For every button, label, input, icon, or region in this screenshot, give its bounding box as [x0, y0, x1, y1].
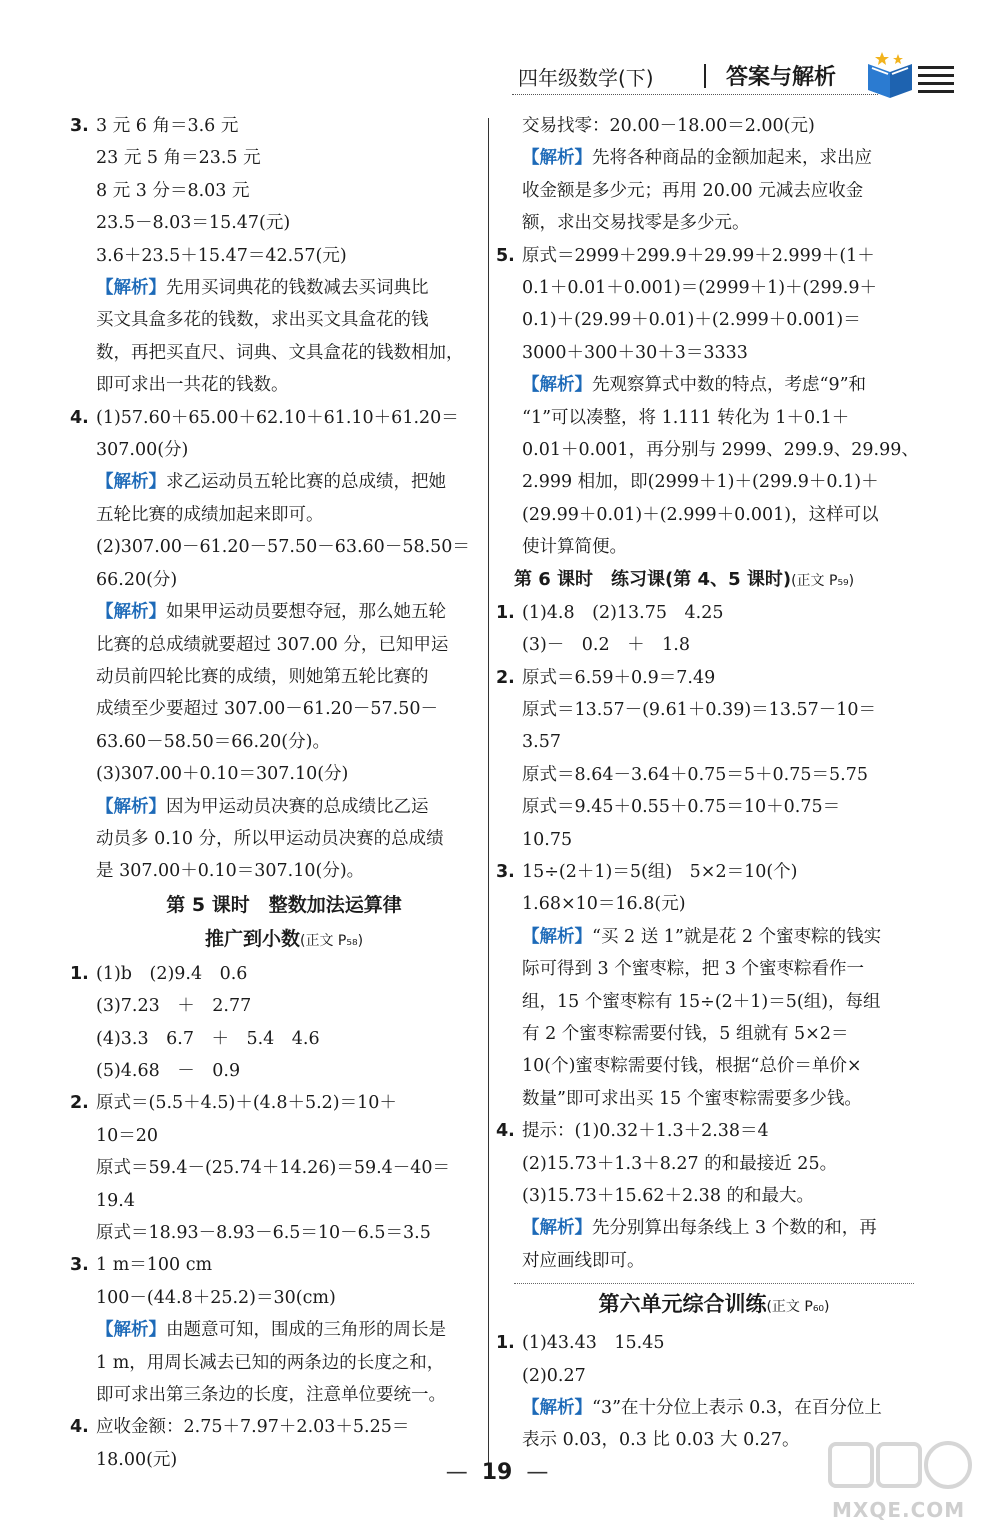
lesson-6-title — [514, 564, 914, 597]
answer-line — [88, 1152, 480, 1184]
l5-answer-3 — [70, 1249, 480, 1314]
analysis-text: 0.01＋0.001，再分别与 2999、299.9、29.99、 — [522, 440, 919, 461]
analysis-text: “3”在十分位上表示 0.3，在百分位上 — [592, 1398, 882, 1419]
answer-line — [88, 1282, 480, 1314]
analysis-text: 数，再把买直尺、词典、文具盒花的钱数相加， — [96, 342, 464, 363]
analysis-text: 表示 0.03，0.3 比 0.03 大 0.27。 — [522, 1430, 800, 1451]
lesson-5-subtitle — [88, 922, 480, 958]
analysis-line — [88, 791, 480, 823]
question-number: 1. — [496, 602, 515, 623]
l5-answer-4-continued — [514, 110, 914, 142]
answer-line — [514, 824, 914, 856]
analysis-line — [514, 1083, 914, 1115]
column-divider — [488, 118, 489, 1463]
answer-text: 23.5－8.03＝15.47(元) — [96, 213, 291, 234]
answer-line — [88, 1120, 480, 1152]
answer-line — [514, 337, 914, 369]
answer-line — [70, 402, 480, 434]
answer-text: 307.00(分) — [96, 440, 189, 461]
analysis-line — [88, 1379, 480, 1411]
answer-line — [88, 1217, 480, 1249]
answer-text: (4)3.3 6.7 ＋ 5.4 4.6 — [96, 1028, 320, 1049]
answer-text: 3 元 6 角＝3.6 元 — [96, 116, 239, 136]
answer-text: 66.20(分) — [96, 569, 178, 590]
watermark-text: MXQE.COM — [832, 1498, 966, 1522]
answer-line — [88, 142, 480, 174]
analysis-text: 因为甲运动员决赛的总成绩比乙运 — [166, 796, 429, 817]
analysis-tag: 【解析】 — [96, 1320, 166, 1341]
footer-dash-left: — — [445, 1460, 468, 1485]
analysis-text: 组，15 个蜜枣粽有 15÷(2＋1)＝5(组)，每组 — [522, 991, 881, 1012]
answer-line — [514, 110, 914, 142]
answer-line — [514, 1360, 914, 1392]
analysis-line — [514, 207, 914, 239]
analysis-text: 由题意可知，围成的三角形的周长是 — [166, 1320, 446, 1341]
answer-line — [70, 1087, 480, 1119]
question-number: 2. — [496, 667, 515, 688]
answer-line — [514, 888, 914, 920]
u6-answer-1 — [496, 1327, 914, 1392]
analysis-line — [514, 921, 914, 953]
analysis-line — [514, 142, 914, 174]
analysis-line — [88, 855, 480, 887]
answer-line — [70, 110, 480, 142]
analysis-line — [514, 466, 914, 498]
answer-line — [88, 175, 480, 207]
analysis-text: 收金额是多少元；再用 20.00 元减去应收金 — [522, 180, 864, 201]
answer-text: 23 元 5 角＝23.5 元 — [96, 148, 261, 169]
answer-line — [70, 1411, 480, 1443]
analysis-text: 额，求出交易找零是多少元。 — [522, 213, 750, 234]
answer-line — [514, 1180, 914, 1212]
answer-text: 19.4 — [96, 1190, 135, 1211]
answer-line — [496, 1327, 914, 1359]
l5-analysis-3 — [88, 1314, 480, 1411]
l6-answer-4 — [496, 1115, 914, 1212]
analysis-text: 10(个)蜜枣粽需要付钱，根据“总价＝单价× — [522, 1056, 862, 1077]
analysis-text: 买文具盒多花的钱数，求出买文具盒花的钱 — [96, 310, 429, 331]
answer-line — [88, 1023, 480, 1055]
header-subject: 四年级数学(下) — [518, 66, 654, 90]
answer-text: (3)－ 0.2 ＋ 1.8 — [522, 635, 690, 656]
question-number: 4. — [70, 1417, 89, 1438]
answer-line — [88, 758, 480, 790]
right-column — [496, 110, 919, 1457]
watermark — [802, 1438, 982, 1528]
analysis-line — [514, 434, 919, 466]
answer-text: 原式＝2999＋299.9＋29.99＋2.999＋(1＋ — [522, 245, 875, 266]
question-number: 2. — [70, 1093, 89, 1114]
question-number: 3. — [70, 1255, 89, 1276]
analysis-line — [88, 1347, 480, 1379]
answer-line — [514, 304, 914, 336]
analysis-text: 比赛的总成绩就要超过 307.00 分，已知甲运 — [96, 634, 449, 655]
analysis-text: 对应画线即可。 — [522, 1250, 645, 1271]
analysis-text: 1 m，用周长减去已知的两条边的长度之和， — [96, 1352, 445, 1373]
left-column — [70, 110, 480, 1476]
analysis-line — [88, 304, 480, 336]
question-number: 4. — [70, 407, 89, 428]
analysis-line — [88, 466, 480, 498]
l5-analysis-5 — [514, 369, 919, 563]
answer-line — [514, 726, 914, 758]
answer-text: 交易找零：20.00－18.00＝2.00(元) — [522, 116, 815, 136]
l6-answer-3 — [496, 856, 914, 921]
question-number: 4. — [496, 1121, 515, 1142]
analysis-tag: 【解析】 — [522, 375, 592, 396]
analysis-line — [88, 337, 480, 369]
l6-analysis-3 — [514, 921, 914, 1115]
analysis-text: 动员多 0.10 分，所以甲运动员决赛的总成绩 — [96, 828, 444, 849]
answer-line — [70, 958, 480, 990]
analysis-4-part1 — [88, 466, 480, 531]
answer-line — [514, 1148, 914, 1180]
question-number: 1. — [70, 963, 89, 984]
analysis-line — [88, 1314, 480, 1346]
analysis-text: 先分别算出每条线上 3 个数的和，再 — [592, 1218, 877, 1239]
lesson-6-title-text: 第 6 课时 练习课(第 4、5 课时) — [514, 568, 792, 590]
answer-text: 0.1＋0.01＋0.001)＝(2999＋1)＋(299.9＋ — [522, 278, 877, 299]
unit-6-title-text: 第六单元综合训练 — [598, 1292, 767, 1317]
analysis-tag: 【解析】 — [522, 1218, 592, 1239]
answer-line — [496, 597, 914, 629]
answer-text: 原式＝18.93－8.93－6.5＝10－6.5＝3.5 — [96, 1223, 431, 1243]
analysis-line — [514, 1392, 914, 1424]
analysis-line — [514, 953, 914, 985]
analysis-text: 数量”即可求出买 15 个蜜枣粽需要多少钱。 — [522, 1088, 862, 1109]
header-separator — [704, 64, 706, 88]
answer-line — [514, 759, 914, 791]
answer-line — [514, 629, 914, 661]
answer-line — [88, 1185, 480, 1217]
answer-3 — [70, 110, 480, 272]
page-number: 19 — [481, 1460, 513, 1485]
analysis-line — [514, 499, 914, 531]
analysis-line — [514, 531, 914, 563]
answer-text: 3.57 — [522, 732, 561, 753]
answer-text: 3000＋300＋30＋3＝3333 — [522, 342, 748, 363]
analysis-text: 即可求出第三条边的长度，注意单位要统一。 — [96, 1385, 446, 1406]
footer-dash-right: — — [526, 1460, 549, 1485]
answer-text: 原式＝(5.5＋4.5)＋(4.8＋5.2)＝10＋ — [96, 1093, 397, 1114]
analysis-text: 际可得到 3 个蜜枣粽，把 3 个蜜枣粽看作一 — [522, 959, 865, 980]
analysis-line — [514, 1018, 914, 1050]
answer-line — [88, 564, 480, 596]
analysis-line — [88, 272, 480, 304]
analysis-text: 63.60－58.50＝66.20(分)。 — [96, 731, 330, 752]
analysis-line — [514, 369, 914, 401]
answer-text: 原式＝59.4－(25.74＋14.26)＝59.4－40＝ — [96, 1158, 451, 1179]
answer-line — [496, 240, 914, 272]
analysis-line — [514, 1050, 914, 1082]
answer-text: 1.68×10＝16.8(元) — [522, 894, 686, 915]
question-number: 3. — [70, 116, 89, 136]
analysis-text: (29.99＋0.01)＋(2.999＋0.001)，这样可以 — [522, 504, 879, 525]
answer-text: 10.75 — [522, 829, 573, 850]
answer-text: 应收金额：2.75＋7.97＋2.03＋5.25＝ — [96, 1417, 410, 1438]
question-number: 3. — [496, 861, 515, 882]
analysis-text: 如果甲运动员要想夺冠，那么她五轮 — [166, 602, 446, 623]
analysis-line — [514, 402, 914, 434]
analysis-tag: 【解析】 — [522, 148, 592, 169]
analysis-line — [88, 596, 480, 628]
answer-text: 原式＝13.57－(9.61＋0.39)＝13.57－10＝ — [522, 699, 877, 720]
answer-line — [514, 272, 914, 304]
lesson-5-subtitle-text: 推广到小数 — [204, 927, 300, 950]
answer-text: 1 m＝100 cm — [96, 1255, 213, 1276]
answer-text: (3)307.00＋0.10＝307.10(分) — [96, 764, 349, 785]
lesson-5-title: 第 5 课时 整数加法运算律 — [166, 893, 402, 916]
analysis-text: 使计算简便。 — [522, 537, 627, 558]
analysis-tag: 【解析】 — [96, 602, 166, 623]
analysis-line — [88, 661, 480, 693]
page-header — [512, 58, 968, 106]
answer-line — [514, 791, 914, 823]
answer-text: (3)15.73＋15.62＋2.38 的和最大。 — [522, 1186, 815, 1206]
analysis-text: 求乙运动员五轮比赛的总成绩，把她 — [166, 472, 446, 493]
answer-text: 10＝20 — [96, 1125, 159, 1146]
answer-text: 8 元 3 分＝8.03 元 — [96, 180, 250, 201]
answer-line — [88, 990, 480, 1022]
answer-text: 15÷(2＋1)＝5(组) 5×2＝10(个) — [522, 861, 798, 882]
answer-line — [496, 662, 914, 694]
answer-line — [88, 207, 480, 239]
answer-text: (1)b (2)9.4 0.6 — [96, 963, 248, 984]
answer-text: 原式＝8.64－3.64＋0.75＝5＋0.75＝5.75 — [522, 764, 868, 785]
answer-text: 提示：(1)0.32＋1.3＋2.38＝4 — [522, 1121, 769, 1142]
answer-text: (1)57.60＋65.00＋62.10＋61.10＋61.20＝ — [96, 407, 459, 428]
answer-line — [496, 1115, 914, 1147]
analysis-line — [88, 726, 480, 758]
analysis-line — [88, 629, 480, 661]
analysis-line — [514, 175, 914, 207]
l6-answer-2 — [496, 662, 914, 856]
answer-line — [88, 240, 480, 272]
l5-answer-1 — [70, 958, 480, 1088]
analysis-text: 有 2 个蜜枣粽需要付钱，5 组就有 5×2＝ — [522, 1023, 849, 1044]
answer-text: 18.00(元) — [96, 1449, 178, 1470]
analysis-line — [88, 693, 480, 725]
answer-text: (2)15.73＋1.3＋8.27 的和最接近 25。 — [522, 1153, 838, 1174]
analysis-text: 动员前四轮比赛的成绩，则她第五轮比赛的 — [96, 666, 429, 687]
analysis-tag: 【解析】 — [522, 926, 592, 947]
answer-line — [88, 1055, 480, 1087]
l6-answer-1 — [496, 597, 914, 662]
answer-line — [70, 1249, 480, 1281]
answer-line — [88, 434, 480, 466]
answer-text: 3.6＋23.5＋15.47＝42.57(元) — [96, 245, 347, 266]
analysis-line — [88, 499, 480, 531]
header-rule — [512, 94, 878, 95]
l6-analysis-4 — [514, 1212, 914, 1277]
analysis-text: 五轮比赛的成绩加起来即可。 — [96, 504, 324, 525]
answer-text: (2)307.00－61.20－57.50－63.60－58.50＝ — [96, 537, 470, 558]
analysis-line — [514, 1212, 914, 1244]
unit-6-title — [514, 1283, 914, 1327]
answer-line — [88, 531, 480, 563]
analysis-text: 2.999 相加，即(2999＋1)＋(299.9＋0.1)＋ — [522, 472, 879, 493]
analysis-3 — [88, 272, 480, 402]
answer-text: (1)4.8 (2)13.75 4.25 — [522, 602, 724, 623]
question-number: 5. — [496, 245, 515, 266]
lesson-5-page-ref: (正文 P₅₈) — [299, 932, 364, 949]
analysis-text: 即可求出一共花的钱数。 — [96, 375, 289, 396]
analysis-text: 成绩至少要超过 307.00－61.20－57.50－ — [96, 699, 438, 720]
lesson-6-page-ref: (正文 P₅₉) — [791, 572, 855, 589]
analysis-tag: 【解析】 — [96, 472, 166, 493]
analysis-line — [88, 369, 480, 401]
analysis-text: 是 307.00＋0.10＝307.10(分)。 — [96, 861, 365, 882]
answer-text: 原式＝9.45＋0.55＋0.75＝10＋0.75＝ — [522, 797, 841, 818]
answer-text: (5)4.68 － 0.9 — [96, 1060, 241, 1081]
answer-text: 100－(44.8＋25.2)＝30(cm) — [96, 1287, 336, 1308]
analysis-text: 先观察算式中数的特点，考虑“9”和 — [592, 375, 867, 396]
answer-4-part1 — [70, 402, 480, 467]
answer-text: (3)7.23 ＋ 2.77 — [96, 996, 252, 1017]
answer-text: (2)0.27 — [522, 1365, 586, 1386]
analysis-text: “1”可以凑整，将 1.111 转化为 1＋0.1＋ — [522, 407, 850, 428]
book-logo-icon — [862, 50, 958, 102]
analysis-tag: 【解析】 — [96, 796, 166, 817]
answer-4-part3 — [88, 758, 480, 790]
question-number: 1. — [496, 1333, 515, 1354]
answer-4-part2 — [88, 531, 480, 596]
unit-6-page-ref: (正文 P₆₀) — [766, 1299, 830, 1316]
answer-line — [514, 694, 914, 726]
analysis-line — [88, 823, 480, 855]
analysis-tag: 【解析】 — [522, 1398, 592, 1419]
analysis-4-part2 — [88, 596, 480, 758]
l5-analysis-4 — [514, 142, 914, 239]
header-title: 答案与解析 — [726, 65, 837, 90]
analysis-tag: 【解析】 — [96, 278, 166, 299]
answer-text: (1)43.43 15.45 — [522, 1333, 665, 1354]
analysis-4-part3 — [88, 791, 480, 888]
analysis-line — [514, 1245, 914, 1277]
analysis-line — [514, 986, 914, 1018]
answer-line — [496, 856, 914, 888]
analysis-text: 先将各种商品的金额加起来，求出应 — [592, 148, 872, 169]
analysis-text: “买 2 送 1”就是花 2 个蜜枣粽的钱实 — [592, 926, 882, 947]
l5-answer-5 — [496, 240, 914, 370]
answer-text: 原式＝6.59＋0.9＝7.49 — [522, 667, 716, 688]
answer-text: 0.1)＋(29.99＋0.01)＋(2.999＋0.001)＝ — [522, 310, 861, 331]
l5-answer-2 — [70, 1087, 480, 1249]
analysis-text: 先用买词典花的钱数减去买词典比 — [166, 278, 429, 299]
